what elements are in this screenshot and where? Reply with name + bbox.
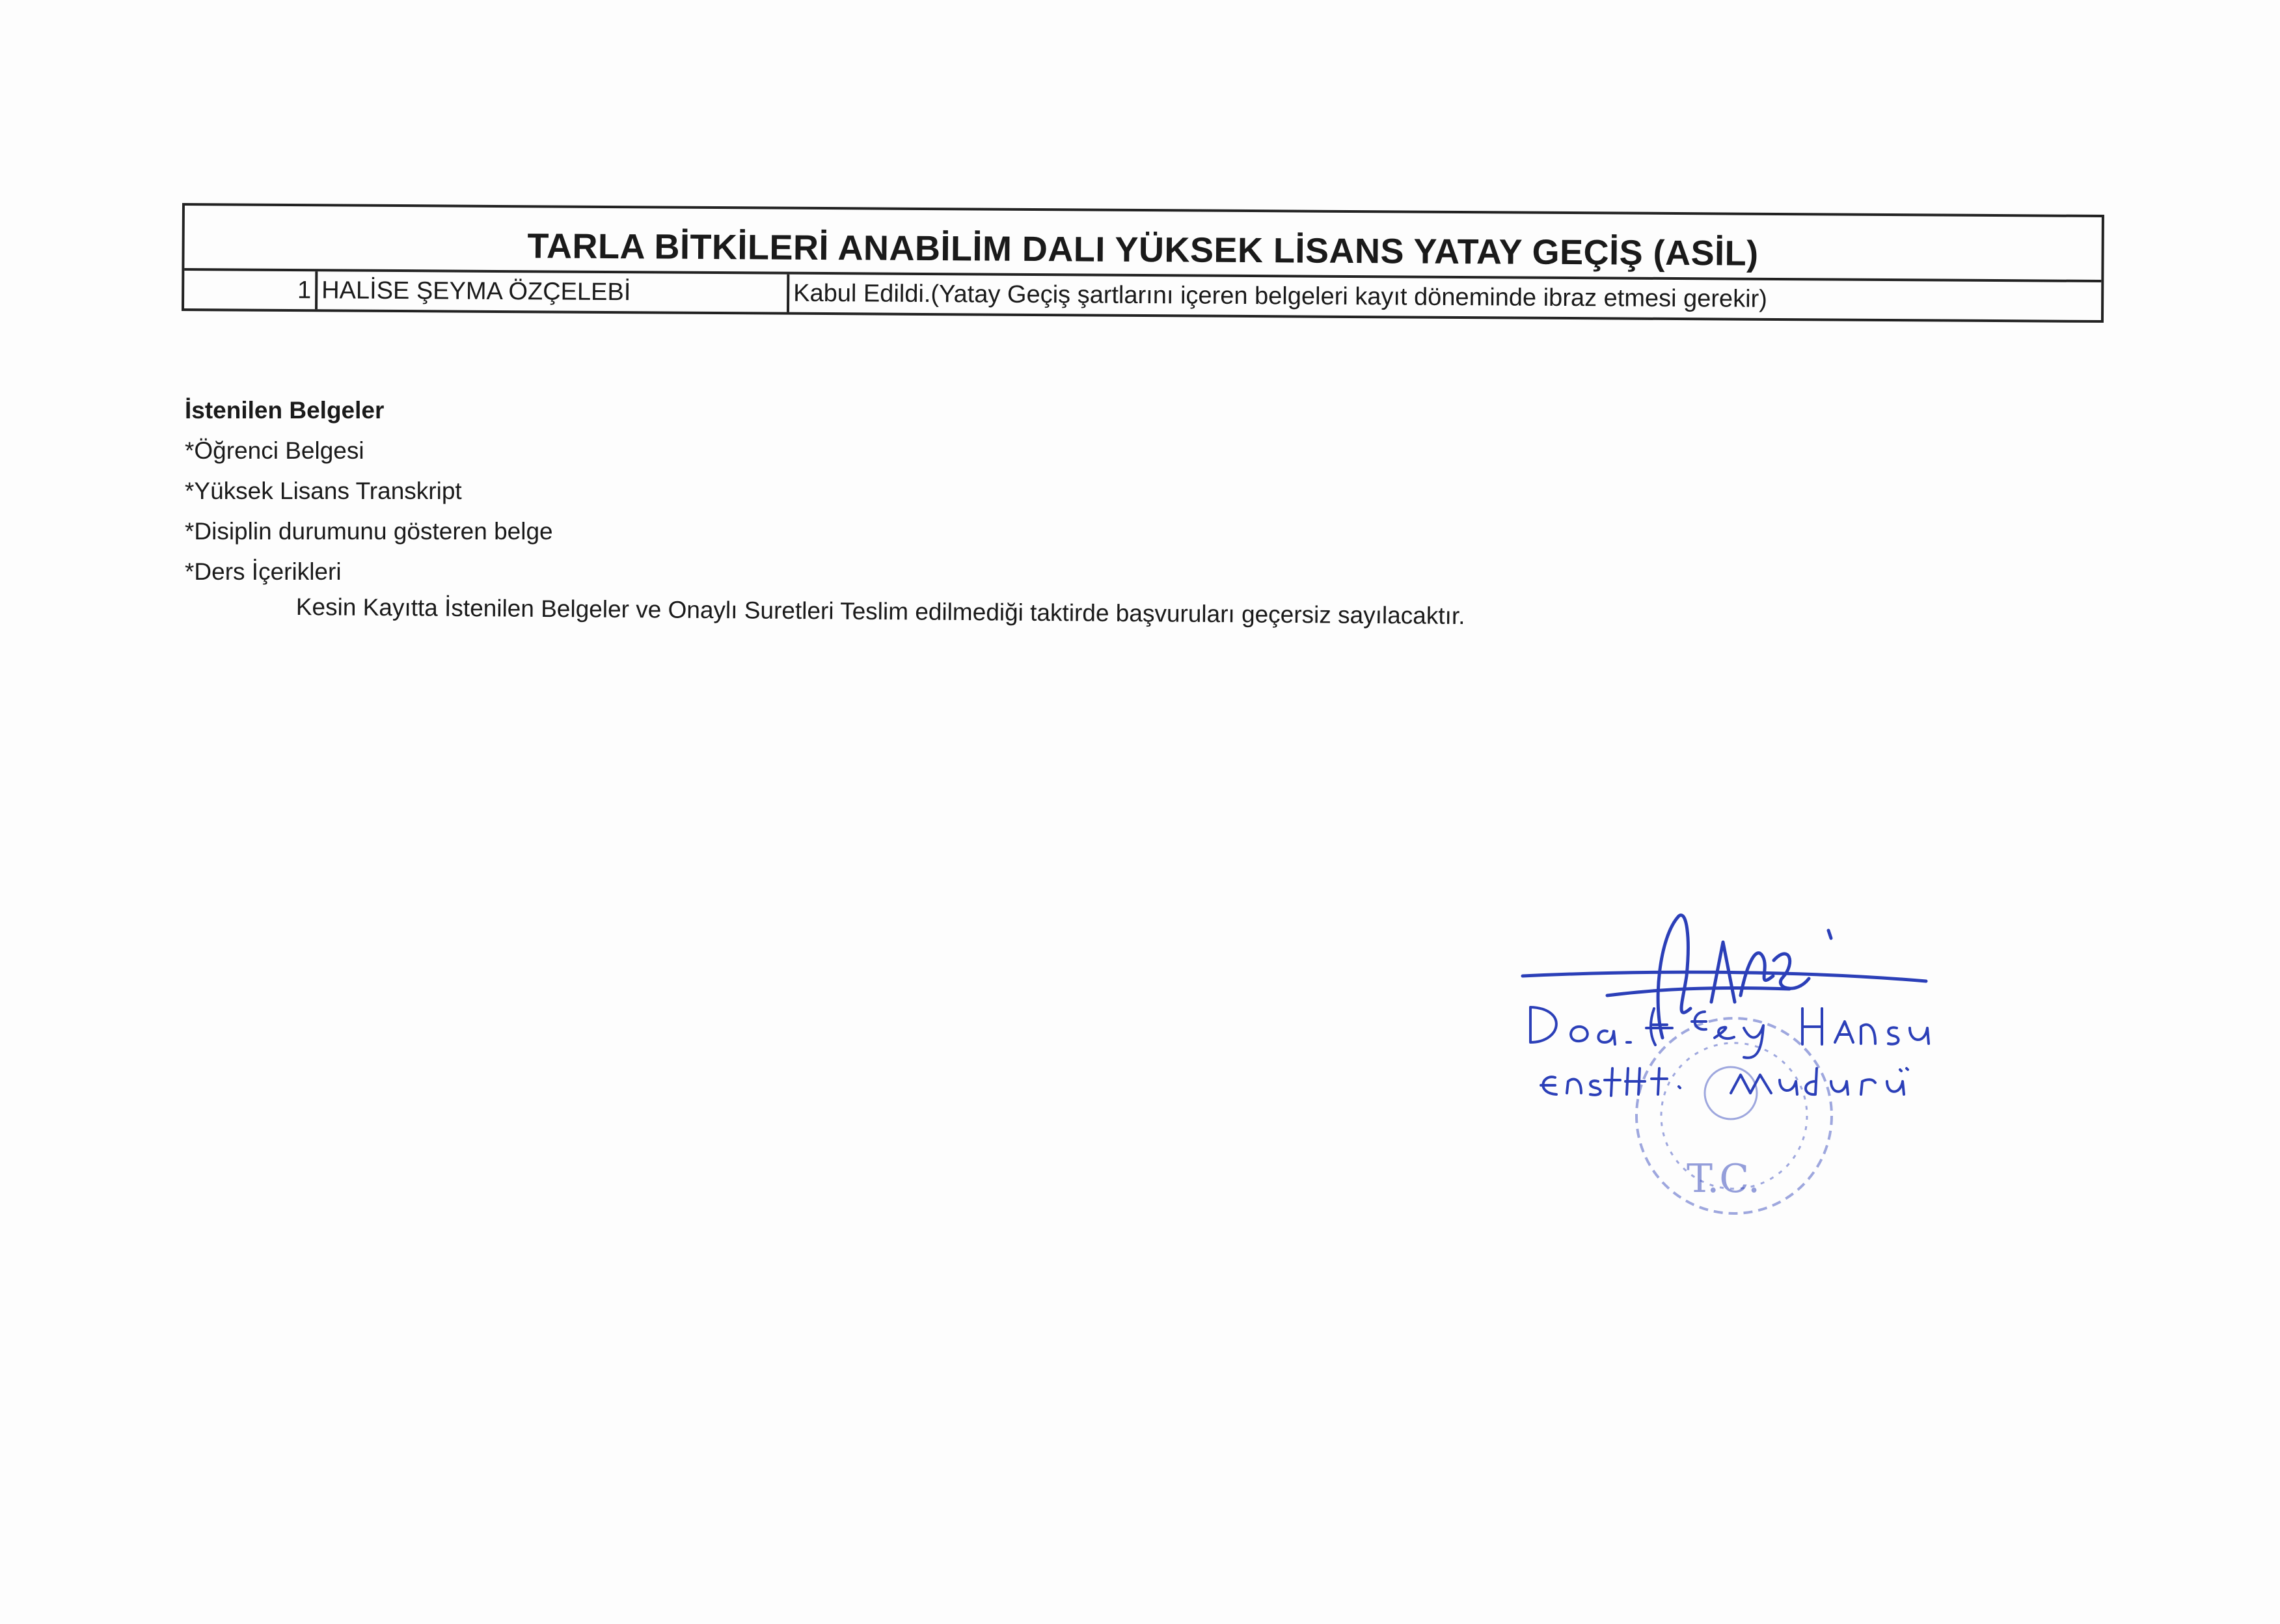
admission-status: Kabul Edildi.(Yatay Geçiş şartlarını içeren belgeleri kayıt döneminde ibraz etmesi gerekir) (793, 279, 1768, 313)
document-item: *Disiplin durumunu gösteren belge (185, 518, 553, 545)
row-number: 1 (184, 271, 318, 309)
document-item: *Öğrenci Belgesi (185, 437, 364, 464)
handwritten-title (1541, 1068, 1908, 1096)
signature-stamp-graphic (1516, 898, 2011, 1236)
table-title: TARLA BİTKİLERİ ANABİLİM DALI YÜKSEK LİSANS YATAY GEÇİŞ (ASİL) (184, 206, 2102, 282)
document-item: *Ders İçerikleri (185, 558, 342, 585)
results-table (182, 203, 2104, 323)
document-item: *Yüksek Lisans Transkript (185, 478, 462, 504)
handwritten-name (1530, 1007, 1929, 1058)
documents-heading: İstenilen Belgeler (185, 397, 385, 424)
official-stamp (1636, 1018, 1832, 1213)
registration-note: Kesin Kayıtta İstenilen Belgeler ve Onaylı Suretleri Teslim edilmediği taktirde başvuruları geçersiz sayılacaktır. (295, 593, 1465, 630)
required-documents (185, 390, 553, 592)
signature-and-stamp (1516, 898, 2011, 1236)
student-name: HALİSE ŞEYMA ÖZÇELEBİ (318, 271, 789, 312)
stamp-text: T.C. (1687, 1156, 1761, 1202)
